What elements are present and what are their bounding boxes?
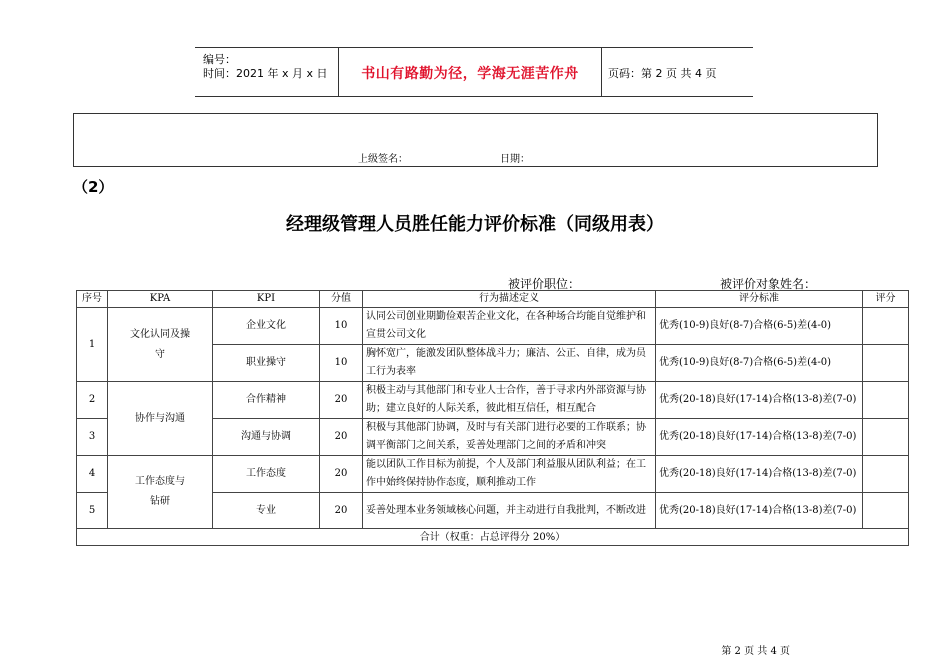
total-cell: 合计（权重：占总评得分 20%） (77, 529, 909, 546)
document-date-label: 时间：2021 年 x 月 x 日 (203, 67, 328, 80)
kpi-cell: 专业 (213, 493, 320, 529)
standard-cell: 优秀(20-18)良好(17-14)合格(13-8)差(7-0) (656, 456, 863, 493)
header-top-rule (195, 47, 753, 48)
row-number: 4 (77, 456, 108, 493)
column-header-number: 序号 (77, 291, 108, 308)
signature-box (73, 113, 878, 167)
rating-cell[interactable] (863, 456, 909, 493)
behavior-cell: 能以团队工作目标为前提，个人及部门利益服从团队利益；在工作中始终保持协作态度，顺利推动工作 (363, 456, 656, 493)
evaluated-position-label: 被评价职位： (508, 277, 581, 291)
standard-cell: 优秀(20-18)良好(17-14)合格(13-8)差(7-0) (656, 419, 863, 456)
kpa-cell: 工作态度与钻研 (108, 456, 213, 529)
signature-date-label: 日期： (500, 154, 530, 165)
column-header-standard: 评分标准 (656, 291, 863, 308)
rating-cell[interactable] (863, 308, 909, 345)
column-header-score: 分值 (320, 291, 363, 308)
row-number: 2 (77, 382, 108, 419)
kpi-cell: 企业文化 (213, 308, 320, 345)
standard-cell: 优秀(10-9)良好(8-7)合格(6-5)差(4-0) (656, 345, 863, 382)
column-header-behavior: 行为描述定义 (363, 291, 656, 308)
standard-cell: 优秀(20-18)良好(17-14)合格(13-8)差(7-0) (656, 493, 863, 529)
kpa-cell: 协作与沟通 (108, 382, 213, 456)
evaluation-table (76, 290, 909, 546)
total-row (77, 529, 909, 546)
column-header-kpi: KPI (213, 291, 320, 308)
score-cell: 20 (320, 456, 363, 493)
rating-cell[interactable] (863, 345, 909, 382)
standard-cell: 优秀(20-18)良好(17-14)合格(13-8)差(7-0) (656, 382, 863, 419)
score-cell: 10 (320, 308, 363, 345)
column-header-kpa: KPA (108, 291, 213, 308)
score-cell: 20 (320, 382, 363, 419)
row-number: 1 (77, 308, 108, 382)
behavior-cell: 积极主动与其他部门和专业人士合作，善于寻求内外部资源与协助；建立良好的人际关系，彼此相互信任，相互配合 (363, 382, 656, 419)
evaluated-name-label: 被评价对象姓名： (720, 277, 817, 291)
standard-cell: 优秀(10-9)良好(8-7)合格(6-5)差(4-0) (656, 308, 863, 345)
behavior-cell: 认同公司创业期勤俭艰苦企业文化，在各种场合均能自觉维护和宣贯公司文化 (363, 308, 656, 345)
table-header-row (77, 291, 909, 308)
section-number: （2） (73, 178, 114, 196)
kpi-cell: 职业操守 (213, 345, 320, 382)
row-number: 5 (77, 493, 108, 529)
kpa-cell: 文化认同及操守 (108, 308, 213, 382)
kpi-cell: 沟通与协调 (213, 419, 320, 456)
kpi-cell: 合作精神 (213, 382, 320, 419)
document-number-label: 编号： (203, 53, 236, 66)
behavior-cell: 妥善处理本业务领域核心问题，并主动进行自我批判，不断改进 (363, 493, 656, 529)
table-row (77, 308, 909, 345)
behavior-cell: 胸怀宽广，能激发团队整体战斗力；廉洁、公正、自律，成为员工行为表率 (363, 345, 656, 382)
page-title: 经理级管理人员胜任能力评价标准（同级用表） (286, 214, 664, 235)
page-footer: 第 2 页 共 4 页 (721, 646, 790, 657)
rating-cell[interactable] (863, 493, 909, 529)
behavior-cell: 积极与其他部门协调，及时与有关部门进行必要的工作联系；协调平衡部门之间关系，妥善处理部门之间的矛盾和冲突 (363, 419, 656, 456)
table-row (77, 456, 909, 493)
column-header-rating: 评分 (863, 291, 909, 308)
row-number: 3 (77, 419, 108, 456)
kpi-cell: 工作态度 (213, 456, 320, 493)
rating-cell[interactable] (863, 419, 909, 456)
score-cell: 20 (320, 493, 363, 529)
score-cell: 20 (320, 419, 363, 456)
header-bottom-rule (195, 96, 753, 97)
supervisor-signature-label: 上级签名： (358, 154, 408, 165)
header-page-info: 页码：第 2 页 共 4 页 (608, 67, 717, 80)
score-cell: 10 (320, 345, 363, 382)
rating-cell[interactable] (863, 382, 909, 419)
header-divider (601, 47, 602, 96)
table-row (77, 382, 909, 419)
header-motto: 书山有路勤为径，学海无涯苦作舟 (361, 66, 579, 82)
